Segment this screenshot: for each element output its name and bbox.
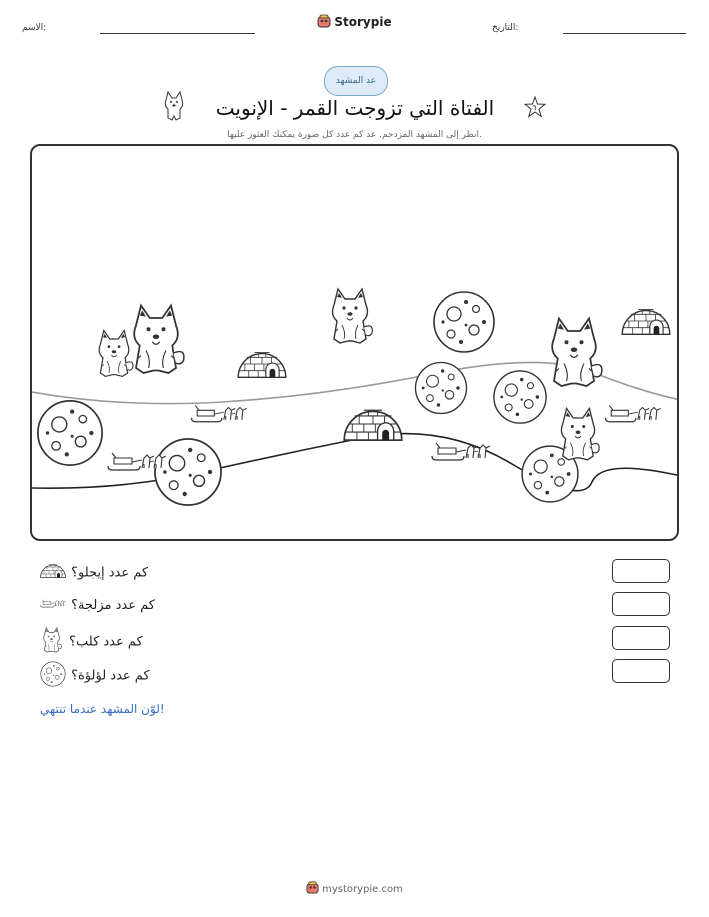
question-pearl bbox=[40, 661, 150, 691]
storypie-logo-icon bbox=[317, 14, 331, 31]
question-sled bbox=[40, 595, 155, 615]
dog-icon bbox=[40, 627, 64, 657]
page-title: الفتاة التي تزوجت القمر - الإنويت bbox=[215, 96, 495, 120]
coloring-note: لوّن المشهد عندما تنتهي! bbox=[40, 702, 165, 716]
answer-box-igloo[interactable] bbox=[612, 559, 670, 583]
name-label: الاسم: bbox=[22, 23, 47, 33]
brand-header bbox=[0, 14, 709, 31]
star-title-icon bbox=[524, 96, 546, 122]
name-line[interactable] bbox=[100, 33, 255, 34]
scene-drawing bbox=[32, 146, 679, 541]
instructions: انظر إلى المشهد المزدحم. عد كم عدد كل صورة يمكنك العثور عليها. bbox=[227, 130, 482, 140]
question-text: كم عدد لؤلؤة؟ bbox=[71, 668, 150, 684]
answer-box-dog[interactable] bbox=[612, 626, 670, 650]
question-dog bbox=[40, 627, 143, 657]
igloo-icon bbox=[40, 561, 66, 585]
answer-box-pearl[interactable] bbox=[612, 659, 670, 683]
date-label: التاريخ: bbox=[492, 23, 519, 33]
question-igloo bbox=[40, 561, 148, 585]
question-text: كم عدد كلب؟ bbox=[69, 634, 143, 650]
scene-count-badge: عد المشهد bbox=[324, 66, 388, 96]
answer-box-sled[interactable] bbox=[612, 592, 670, 616]
sled-icon bbox=[40, 596, 66, 615]
busy-scene[interactable] bbox=[30, 144, 679, 541]
date-line[interactable] bbox=[563, 33, 686, 34]
brand-name: Storypie bbox=[334, 15, 392, 29]
question-text: كم عدد مزلجة؟ bbox=[71, 598, 155, 613]
footer-url[interactable]: mystorypie.com bbox=[322, 884, 403, 895]
question-text: كم عدد إيجلو؟ bbox=[71, 565, 149, 581]
storypie-footer-logo-icon bbox=[306, 881, 319, 897]
pearl-icon bbox=[40, 661, 66, 691]
footer bbox=[0, 881, 709, 897]
